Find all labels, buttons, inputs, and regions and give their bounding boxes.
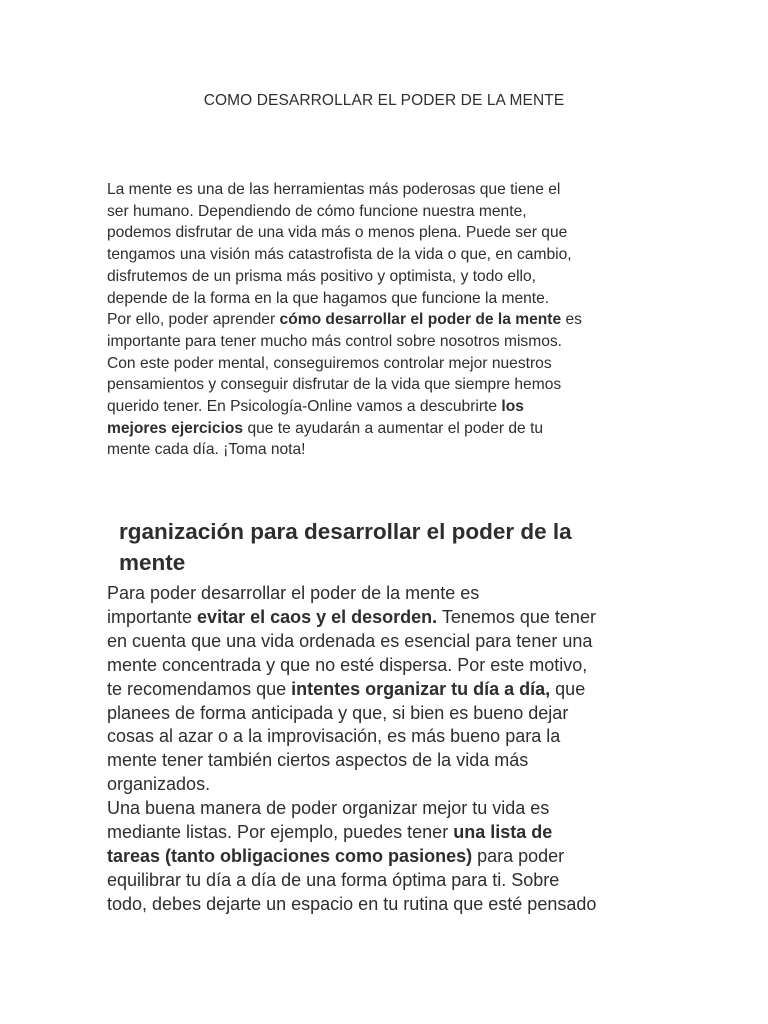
text-run: tengamos una visión más catastrofista de la vida o que, en cambio, bbox=[107, 246, 572, 264]
text-line bbox=[107, 869, 596, 893]
bold-text: los bbox=[501, 398, 524, 416]
bold-text: evitar el caos y el desorden. bbox=[197, 606, 438, 627]
text-run: depende de la forma en la que hagamos que funcione la mente. bbox=[107, 289, 550, 307]
text-line bbox=[107, 606, 596, 630]
text-run: Para poder desarrollar el poder de la mente es bbox=[107, 583, 480, 603]
text-run: Tenemos que tener bbox=[437, 606, 596, 627]
text-run: es bbox=[561, 311, 582, 329]
bold-text: cómo desarrollar el poder de la mente bbox=[279, 311, 562, 329]
text-line bbox=[119, 516, 572, 547]
bold-text: mejores ejercicios bbox=[107, 419, 244, 437]
text-line bbox=[107, 222, 582, 244]
text-run: Con este poder mental, conseguiremos controlar mejor nuestros bbox=[107, 354, 552, 372]
text-run: disfrutemos de un prisma más positivo y optimista, y todo ello, bbox=[107, 267, 537, 285]
text-run: planees de forma anticipada y que, si bien es bueno dejar bbox=[107, 702, 569, 723]
section-heading bbox=[119, 516, 572, 578]
text-run: rganización para desarrollar el poder de la bbox=[119, 519, 572, 544]
text-run: mente cada día. ¡Toma nota! bbox=[107, 441, 306, 459]
text-line bbox=[107, 418, 582, 440]
text-run: te recomendamos que bbox=[107, 678, 292, 699]
text-line bbox=[107, 773, 596, 797]
text-run: ser humano. Dependiendo de cómo funcione nuestra mente, bbox=[107, 202, 527, 220]
bold-text: tareas (tanto obligaciones como pasiones) bbox=[107, 845, 473, 866]
text-run: mediante listas. Por ejemplo, puedes tener bbox=[107, 822, 454, 843]
text-line bbox=[107, 266, 582, 288]
text-line bbox=[119, 547, 572, 578]
text-line bbox=[107, 201, 582, 223]
text-line bbox=[107, 654, 596, 678]
text-run: La mente es una de las herramientas más poderosas que tiene el bbox=[107, 181, 561, 198]
text-run: mente bbox=[119, 550, 186, 575]
text-run: Por ello, poder aprender bbox=[107, 311, 280, 329]
text-line bbox=[107, 396, 582, 418]
text-run: importante bbox=[107, 606, 198, 627]
text-line bbox=[107, 331, 582, 353]
text-line bbox=[107, 725, 596, 749]
text-line bbox=[107, 374, 582, 396]
bold-text: intentes organizar tu día a día, bbox=[291, 678, 551, 699]
section-paragraph bbox=[107, 582, 596, 917]
text-line bbox=[107, 893, 596, 917]
text-line bbox=[107, 821, 596, 845]
text-run: para poder bbox=[472, 845, 565, 866]
text-run: organizados. bbox=[107, 774, 211, 795]
text-line bbox=[107, 702, 596, 726]
text-run: podemos disfrutar de una vida más o menos plena. Puede ser que bbox=[107, 224, 568, 242]
text-run: mente concentrada y que no esté dispersa. Por este motivo, bbox=[107, 654, 588, 675]
text-line bbox=[107, 288, 582, 310]
text-run: en cuenta que una vida ordenada es esencial para tener una bbox=[107, 630, 593, 651]
text-line bbox=[107, 309, 582, 331]
text-line bbox=[107, 797, 596, 821]
text-run: que bbox=[550, 678, 586, 699]
text-line bbox=[107, 845, 596, 869]
intro-paragraph bbox=[107, 179, 582, 461]
text-run: cosas al azar o a la improvisación, es más bueno para la bbox=[107, 726, 561, 747]
text-line bbox=[107, 749, 596, 773]
text-run: querido tener. En Psicología-Online vamos a descubrirte bbox=[107, 398, 502, 416]
text-run: mente tener también ciertos aspectos de la vida más bbox=[107, 750, 529, 771]
text-line bbox=[107, 630, 596, 654]
text-run: importante para tener mucho más control sobre nosotros mismos. bbox=[107, 332, 563, 350]
text-run: Una buena manera de poder organizar mejor tu vida es bbox=[107, 798, 550, 819]
text-line bbox=[107, 582, 596, 606]
text-line bbox=[107, 353, 582, 375]
text-line bbox=[107, 439, 582, 461]
text-line bbox=[107, 678, 596, 702]
text-run: todo, debes dejarte un espacio en tu rutina que esté pensado bbox=[107, 893, 597, 914]
bold-text: una lista de bbox=[453, 822, 553, 843]
text-run: equilibrar tu día a día de una forma óptima para ti. Sobre bbox=[107, 869, 560, 890]
text-run: pensamientos y conseguir disfrutar de la vida que siempre hemos bbox=[107, 376, 562, 394]
text-run: que te ayudarán a aumentar el poder de tu bbox=[243, 419, 544, 437]
document-title: COMO DESARROLLAR EL PODER DE LA MENTE bbox=[203, 92, 565, 109]
text-line bbox=[107, 179, 582, 201]
text-line bbox=[107, 244, 582, 266]
